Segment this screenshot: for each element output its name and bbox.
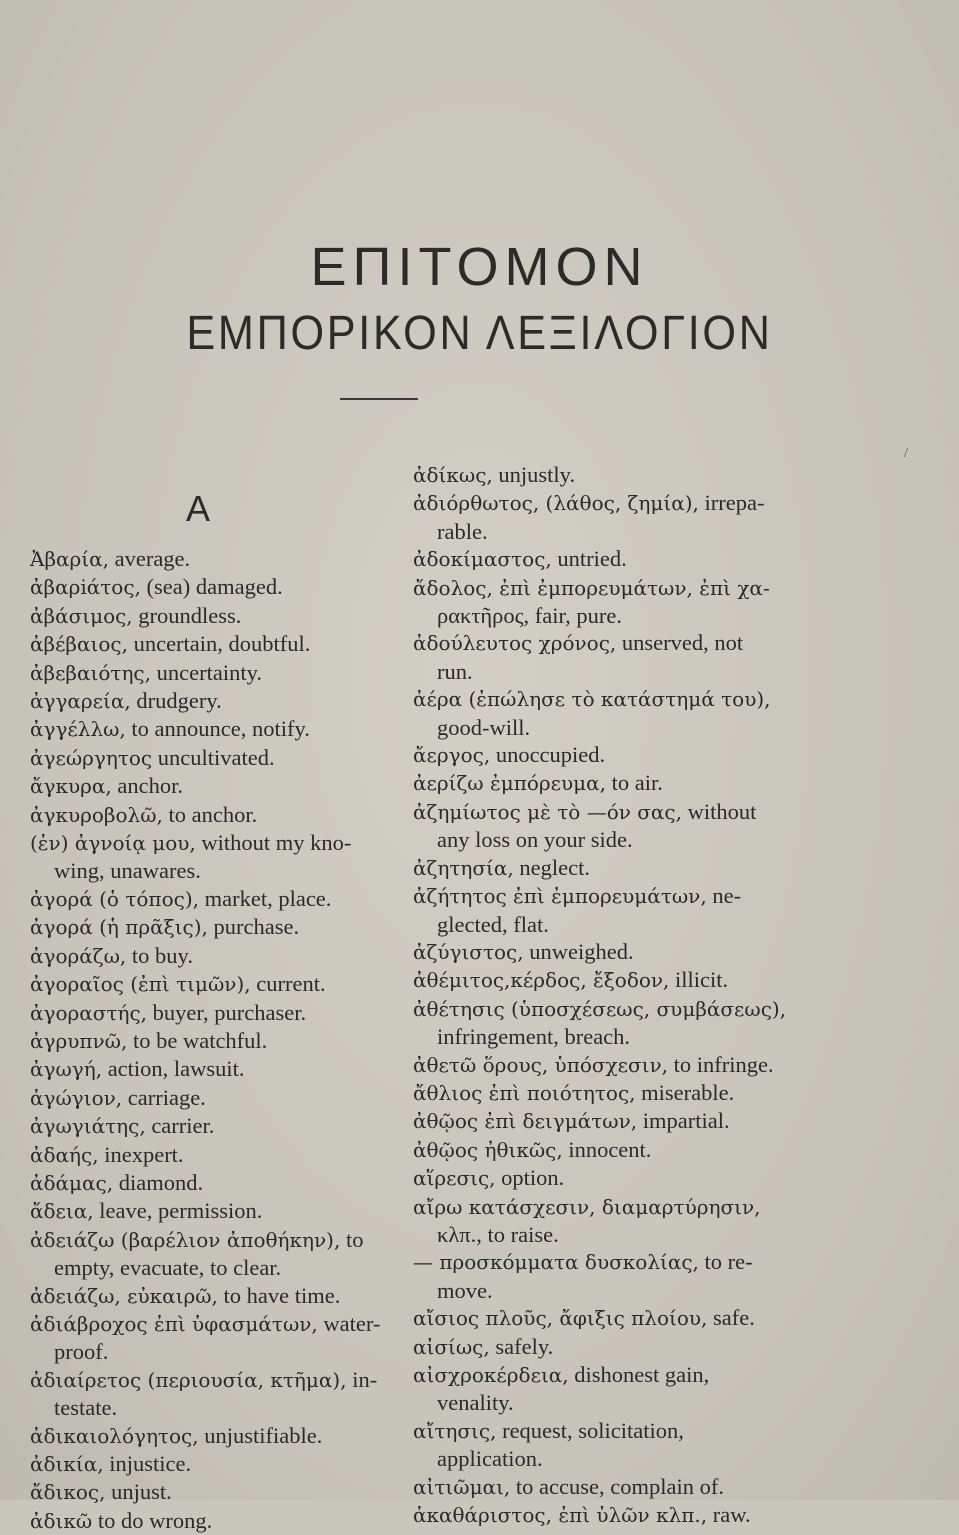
entry-translation: inexpert.	[104, 1141, 184, 1167]
dictionary-entry	[30, 1112, 390, 1140]
dictionary-entry	[30, 630, 390, 658]
dictionary-entry	[30, 1055, 390, 1083]
entry-term: ἀγορά (ἡ πρᾶξις),	[30, 915, 208, 940]
entry-term: ἀγωγή,	[30, 1057, 103, 1082]
entry-term: ἀδούλευτος χρόνος,	[413, 631, 617, 656]
entry-term: ἀέρα (ἐπώλησε τὸ κατάστημά του),	[413, 687, 771, 712]
entry-translation: safely.	[495, 1333, 554, 1359]
entry-continuation: run.	[437, 658, 473, 684]
dictionary-entry	[30, 1422, 390, 1450]
entry-translation: to re-	[704, 1249, 753, 1275]
entry-translation: request, solicitation,	[502, 1417, 684, 1443]
dictionary-entry	[30, 772, 390, 800]
left-column	[30, 545, 390, 1535]
entry-continuation: glected, flat.	[437, 911, 549, 937]
entry-translation: in-	[352, 1366, 378, 1392]
dictionary-entry	[413, 854, 793, 882]
dictionary-entry	[413, 1304, 793, 1332]
entry-term: ἀζητησία,	[413, 855, 514, 880]
entry-translation: unserved, not	[621, 630, 744, 656]
dictionary-entry	[30, 687, 390, 715]
entry-continuation: wing, unawares.	[54, 858, 201, 884]
dictionary-entry	[413, 1248, 793, 1304]
entry-continuation: good-will.	[437, 714, 531, 740]
entry-term: ἄεργος,	[413, 743, 491, 768]
dictionary-entry	[30, 942, 390, 970]
entry-term: ἀβάσιμος,	[30, 603, 133, 628]
dictionary-entry	[413, 966, 793, 994]
entry-translation: to air.	[611, 770, 663, 796]
dictionary-entry	[30, 913, 390, 941]
entry-translation: uncultivated.	[157, 744, 275, 770]
dictionary-entry	[413, 1107, 793, 1135]
entry-term: ἀθῷος ἐπὶ δειγμάτων,	[413, 1109, 638, 1134]
entry-translation: to buy.	[131, 942, 193, 968]
entry-translation: to infringe.	[673, 1051, 774, 1077]
entry-translation: to	[345, 1226, 364, 1252]
dictionary-entry	[30, 1507, 390, 1535]
margin-mark: /	[904, 446, 908, 461]
entry-continuation: empty, evacuate, to clear.	[54, 1255, 282, 1281]
entry-translation: unweighed.	[529, 938, 634, 964]
dictionary-entry	[30, 1282, 390, 1310]
entry-continuation: move.	[437, 1277, 493, 1303]
entry-translation: diamond.	[118, 1169, 204, 1195]
entry-term: ἀδιάβροχος ἐπὶ ὑφασμάτων,	[30, 1311, 318, 1336]
entry-translation: buyer, purchaser.	[152, 999, 307, 1025]
dictionary-entry	[413, 741, 793, 769]
dictionary-entry	[30, 801, 390, 829]
entry-translation: innocent.	[568, 1136, 652, 1162]
dictionary-entry	[30, 1366, 390, 1422]
entry-term: αἴσιος πλοῦς, ἄφιξις πλοίου,	[413, 1306, 708, 1331]
entry-translation: purchase.	[213, 914, 300, 940]
entry-term: ἀγοραῖος (ἐπὶ τιμῶν),	[30, 972, 251, 997]
entry-term: ἀδιαίρετος (περιουσία, κτῆμα),	[30, 1367, 347, 1392]
dictionary-entry	[413, 461, 793, 489]
dictionary-entry	[413, 545, 793, 573]
entry-term: ἀζήτητος ἐπὶ ἐμπορευμάτων,	[413, 884, 707, 909]
dictionary-entry	[30, 715, 390, 743]
entry-term: ἀζημίωτος μὲ τὸ —όν σας,	[413, 799, 682, 824]
dictionary-entry	[30, 659, 390, 687]
entry-term: ἀθέτησις (ὑποσχέσεως, συμβάσεως),	[413, 996, 787, 1021]
entry-translation: dishonest gain,	[574, 1362, 710, 1387]
dictionary-entry	[30, 1141, 390, 1169]
entry-continuation: application.	[437, 1446, 543, 1472]
dictionary-entry	[30, 1197, 390, 1225]
entry-translation: carrier.	[151, 1113, 215, 1139]
entry-term: ἀδικῶ	[30, 1508, 93, 1533]
entry-term: — προσκόμματα δυσκολίας,	[413, 1250, 699, 1275]
entry-continuation: proof.	[54, 1339, 109, 1365]
entry-term: αἰσχροκέρδεια,	[413, 1363, 569, 1387]
entry-translation: option.	[501, 1165, 565, 1191]
dictionary-entry	[413, 574, 793, 630]
entry-term: ἀγγαρεία,	[30, 689, 131, 714]
entry-term: ἀγρυπνῶ,	[30, 1028, 128, 1053]
entry-term: ἀθέμιτος,κέρδος, ἔξοδον,	[413, 968, 670, 993]
entry-term: ἀερίζω ἐμπόρευμα,	[413, 771, 607, 796]
entry-translation: (sea) damaged.	[146, 574, 283, 600]
dictionary-entry	[30, 1450, 390, 1478]
dictionary-entry	[413, 1079, 793, 1107]
entry-translation: unjust.	[111, 1479, 172, 1505]
dictionary-entry	[30, 744, 390, 772]
entry-translation: to have time.	[223, 1282, 341, 1308]
dictionary-entry	[30, 1310, 390, 1366]
entry-term: ἄγκυρα,	[30, 774, 112, 799]
entry-translation: to do wrong.	[97, 1507, 213, 1533]
entry-term: ἀκαθάριστος, ἐπὶ ὑλῶν κλπ.,	[413, 1503, 708, 1528]
dictionary-entry	[30, 1169, 390, 1197]
entry-term: αἰτιῶμαι,	[413, 1474, 511, 1499]
entry-translation: neglect.	[519, 854, 590, 880]
dictionary-entry	[413, 685, 793, 741]
entry-continuation: venality.	[437, 1390, 514, 1416]
dictionary-entry	[413, 938, 793, 966]
entry-term: ἀδαής,	[30, 1142, 99, 1167]
dictionary-entry	[413, 995, 793, 1051]
dictionary-entry	[30, 1084, 390, 1112]
entry-translation: anchor.	[117, 773, 183, 799]
entry-continuation: infringement, breach.	[437, 1024, 631, 1050]
entry-term: ἀγορά (ὁ τόπος),	[30, 886, 199, 911]
page-title: ΕΠΙΤΟΜΟΝ	[310, 237, 649, 297]
entry-translation: unjustly.	[498, 462, 576, 487]
entry-translation: without	[687, 798, 757, 824]
entry-translation: to announce, notify.	[131, 716, 310, 742]
dictionary-entry	[413, 882, 793, 938]
entry-translation: illicit.	[675, 967, 729, 993]
entry-term: ἄδολος, ἐπὶ ἐμπορευμάτων, ἐπὶ χα-	[413, 575, 770, 600]
dictionary-entry	[413, 1333, 793, 1361]
entry-translation: uncertain, doubtful.	[133, 631, 311, 657]
entry-translation: impartial.	[642, 1108, 730, 1134]
entry-translation: untried.	[557, 546, 627, 572]
entry-translation: to anchor.	[168, 801, 258, 827]
entry-translation: action, lawsuit.	[107, 1056, 245, 1082]
entry-translation: ne-	[712, 883, 742, 909]
dictionary-entry	[413, 1361, 793, 1417]
entry-term: ἄδεια,	[30, 1199, 94, 1224]
entry-term: Ἀβαρία,	[30, 547, 109, 571]
right-column	[413, 461, 793, 1529]
dictionary-entry	[413, 629, 793, 685]
entry-term: ἀδικαιολόγητος,	[30, 1423, 199, 1448]
entry-continuation: testate.	[54, 1395, 118, 1421]
dictionary-entry	[30, 1478, 390, 1506]
entry-continuation: κλπ., to raise.	[437, 1221, 559, 1247]
entry-term: ἀδικία,	[30, 1452, 104, 1476]
entry-translation: leave, permission.	[99, 1198, 263, 1224]
dictionary-entry	[413, 1136, 793, 1164]
dictionary-entry	[413, 489, 793, 545]
entry-term: ἀδίκως,	[413, 463, 493, 487]
entry-term: ἀζύγιστος,	[413, 939, 524, 964]
entry-translation: drudgery.	[136, 688, 222, 714]
entry-translation: without my kno-	[201, 830, 352, 856]
dictionary-entry	[30, 885, 390, 913]
dictionary-entry	[30, 999, 390, 1027]
entry-term: ἄδικος,	[30, 1480, 106, 1505]
entry-term: αἵρεσις,	[413, 1166, 496, 1191]
entry-term: ἀδάμας,	[30, 1170, 114, 1195]
entry-term: ἀβέβαιος,	[30, 632, 128, 657]
entry-continuation: ρακτῆρος, fair, pure.	[437, 603, 622, 629]
entry-term: ἀδειάζω (βαρέλιον ἀποθήκην),	[30, 1227, 341, 1252]
entry-term: ἀγγέλλω,	[30, 717, 126, 742]
dictionary-entry	[30, 545, 390, 573]
entry-translation: water-	[323, 1310, 381, 1336]
dictionary-entry	[413, 1473, 793, 1501]
dictionary-entry	[413, 769, 793, 797]
entry-translation: carriage.	[127, 1084, 206, 1110]
entry-term: ἀβεβαιότης,	[30, 660, 151, 685]
entry-translation: miserable.	[641, 1079, 735, 1105]
dictionary-entry	[30, 602, 390, 630]
dictionary-entry	[30, 1226, 390, 1282]
title-rule	[340, 398, 418, 400]
entry-translation: market, place.	[204, 885, 332, 911]
entry-translation: groundless.	[138, 602, 242, 628]
entry-translation: average.	[114, 546, 191, 571]
entry-continuation: rable.	[437, 518, 488, 544]
entry-term: ἀβαρiάτος,	[30, 575, 141, 600]
dictionary-entry	[413, 1193, 793, 1249]
entry-term: ἀδοκίμαστος,	[413, 547, 552, 572]
dictionary-entry	[413, 1417, 793, 1473]
entry-term: αἴρω κατάσχεσιν, διαμαρτύρησιν,	[413, 1194, 761, 1219]
entry-translation: irrepa-	[704, 490, 765, 516]
dictionary-entry	[30, 829, 390, 885]
dictionary-entry	[413, 1051, 793, 1079]
dictionary-entry	[30, 1027, 390, 1055]
dictionary-entry	[30, 970, 390, 998]
dictionary-entry	[413, 1164, 793, 1192]
entry-term: ἀθετῶ ὅρους, ὑπόσχεσιν,	[413, 1052, 669, 1077]
entry-term: αἴτησις,	[413, 1418, 497, 1443]
entry-translation: to accuse, complain of.	[515, 1473, 724, 1499]
entry-term: ἀγκυροβολῶ,	[30, 802, 163, 827]
entry-term: ἀγώγιον,	[30, 1085, 123, 1110]
entry-translation: current.	[256, 971, 326, 997]
entry-term: ἀδειάζω, εὐκαιρῶ,	[30, 1283, 218, 1308]
entry-term: ἀγοράζω,	[30, 943, 127, 968]
entry-term: ἀθῷος ἠθικῶς,	[413, 1137, 563, 1162]
dictionary-entry	[413, 798, 793, 854]
entry-translation: unoccupied.	[495, 742, 606, 768]
entry-term: ἀγεώργητος	[30, 745, 153, 770]
entry-term: (ἐν) ἀγνοίᾳ μου,	[30, 831, 196, 856]
entry-translation: uncertainty.	[156, 659, 262, 685]
entry-term: ἀδιόρθωτος, (λάθος, ζημία),	[413, 491, 699, 516]
page-subtitle: ΕΜΠΟΡΙΚΟΝ ΛΕΞΙΛΟΓΙΟΝ	[186, 307, 773, 360]
entry-translation: safe.	[713, 1305, 755, 1331]
entry-term: ἀγοραστής,	[30, 1000, 148, 1025]
entry-term: ἀγωγιάτης,	[30, 1114, 146, 1139]
entry-translation: raw.	[712, 1502, 751, 1528]
dictionary-entry	[413, 1501, 793, 1529]
entry-term: ἄθλιος ἐπὶ ποιότητος,	[413, 1080, 636, 1105]
dictionary-entry	[30, 573, 390, 601]
entry-translation: injustice.	[109, 1451, 192, 1476]
entry-translation: unjustifiable.	[204, 1422, 323, 1448]
entry-continuation: any loss on your side.	[437, 827, 633, 853]
section-letter: Α	[186, 488, 211, 529]
entry-translation: to be watchful.	[132, 1027, 268, 1053]
entry-term: αἰσίως,	[413, 1334, 490, 1359]
